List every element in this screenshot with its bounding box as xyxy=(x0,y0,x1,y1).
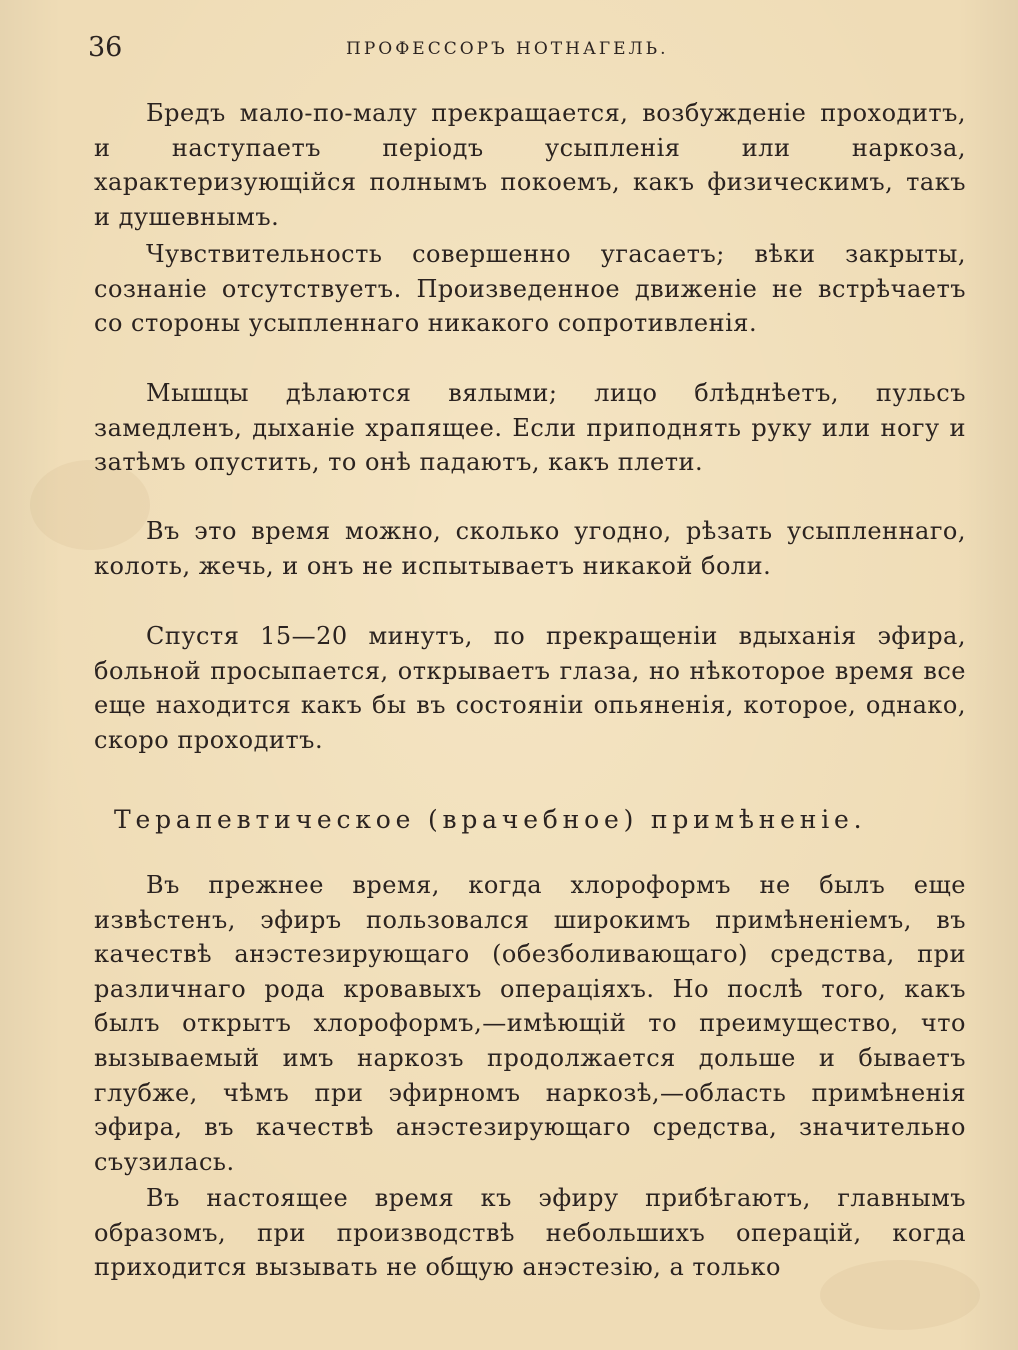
running-head xyxy=(88,32,978,64)
paragraph: Въ настоящее время къ эфиру прибѣгаютъ, главнымъ образомъ, при производствѣ небольшихъ операцій, когда приходится вызывать не общую анэстезію, а только xyxy=(94,1184,966,1282)
paragraph-block xyxy=(94,376,966,480)
paragraph-block xyxy=(94,237,966,341)
paragraph: Мышцы дѣлаются вялыми; лицо блѣднѣетъ, пульсъ замедленъ, дыханіе храпящее. Если приподнять руку или ногу и затѣмъ опустить, то онѣ падаютъ, какъ плети. xyxy=(94,379,966,477)
paragraph-block xyxy=(94,619,966,757)
paragraph: Въ прежнее время, когда хлороформъ не былъ еще извѣстенъ, эфиръ пользовался широкимъ примѣненіемъ, въ качествѣ анэстезирующаго (обезболивающаго) средства, при различнаго рода кровавыхъ операціяхъ. Но послѣ того, какъ былъ открытъ хлороформъ,—имѣющій то преимущество, что вызываемый имъ наркозъ продолжается дольше и бываетъ глубже, чѣмъ при эфирномъ наркозѣ,—область примѣненія эфира, въ качествѣ анэстезирующаго средства, значительно съузилась. xyxy=(94,871,966,1176)
paragraph: Бредъ мало-по-малу прекращается, возбужденіе проходитъ, и наступаетъ періодъ усыпленія или наркоза, характеризующійся полнымъ покоемъ, какъ физическимъ, такъ и душевнымъ. xyxy=(94,99,966,231)
section-heading: Терапевтическое (врачебное) примѣненіе. xyxy=(114,805,867,834)
paragraph-block xyxy=(94,868,966,1179)
paragraph-block xyxy=(94,514,966,583)
paragraph-block xyxy=(94,1181,966,1285)
running-title: ПРОФЕССОРЪ НОТНАГЕЛЬ. xyxy=(346,39,669,59)
paragraph-block xyxy=(94,96,966,234)
paragraph: Въ это время можно, сколько угодно, рѣзать усыпленнаго, колоть, жечь, и онъ не испытываетъ никакой боли. xyxy=(94,517,966,580)
paragraph: Спустя 15—20 минутъ, по прекращеніи вдыханія эфира, больной просыпается, открываетъ глаза, но нѣкоторое время все еще находится какъ бы въ состояніи опьяненія, которое, однако, скоро проходитъ. xyxy=(94,622,966,754)
page-number: 36 xyxy=(88,32,123,63)
paragraph: Чувствительность совершенно угасаетъ; вѣки закрыты, сознаніе отсутствуетъ. Произведенное движеніе не встрѣчаетъ со стороны усыпленнаго никакого сопротивленія. xyxy=(94,240,966,338)
